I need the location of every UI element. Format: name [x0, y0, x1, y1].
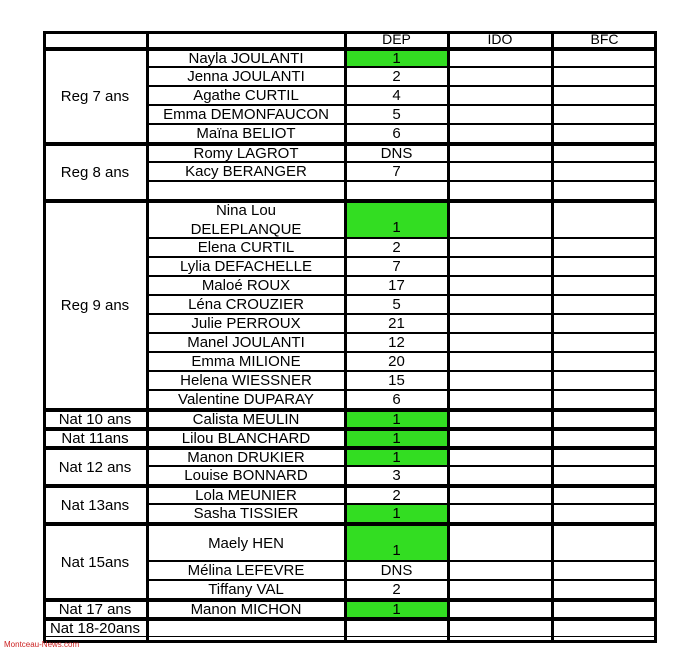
dep-result: 15 [345, 371, 448, 390]
bfc-result [552, 181, 657, 200]
ido-result [448, 86, 552, 105]
category-label: Reg 8 ans [43, 143, 147, 200]
dep-result: 5 [345, 105, 448, 124]
athlete-name: Julie PERROUX [147, 314, 345, 333]
bfc-result [552, 485, 657, 504]
ido-result [448, 105, 552, 124]
athlete-name: Emma DEMONFAUCON [147, 105, 345, 124]
athlete-name: Nina Lou DELEPLANQUE [147, 200, 345, 238]
dep-result [345, 618, 448, 637]
athlete-name: Manon DRUKIER [147, 447, 345, 466]
ido-result [448, 257, 552, 276]
athlete-name: Nayla JOULANTI [147, 48, 345, 67]
header-dep: DEP [345, 31, 448, 48]
bfc-result [552, 86, 657, 105]
bfc-result [552, 143, 657, 162]
athlete-name: Helena WIESSNER [147, 371, 345, 390]
athlete-name: Maïna BELIOT [147, 124, 345, 143]
dep-result: 7 [345, 257, 448, 276]
bfc-result [552, 333, 657, 352]
ido-result [448, 447, 552, 466]
dep-result: DNS [345, 143, 448, 162]
ido-result [448, 67, 552, 86]
dep-result: 1 [345, 504, 448, 523]
bfc-result [552, 257, 657, 276]
athlete-name: Kacy BERANGER [147, 162, 345, 181]
athlete-name: Maloé ROUX [147, 276, 345, 295]
ido-result [448, 314, 552, 333]
athlete-name [147, 618, 345, 637]
bfc-result [552, 238, 657, 257]
dep-result: 21 [345, 314, 448, 333]
ido-result [448, 466, 552, 485]
athlete-name: Lylia DEFACHELLE [147, 257, 345, 276]
ido-result [448, 48, 552, 67]
bfc-result [552, 105, 657, 124]
bfc-result [552, 390, 657, 409]
ido-result [448, 238, 552, 257]
dep-result: 4 [345, 86, 448, 105]
ido-result [448, 409, 552, 428]
ido-result [448, 523, 552, 561]
category-label: Nat 15ans [43, 523, 147, 599]
bfc-result [552, 200, 657, 238]
athlete-name: Emma MILIONE [147, 352, 345, 371]
bfc-result [552, 124, 657, 143]
ido-result [448, 618, 552, 637]
results-table [43, 31, 657, 643]
bfc-result [552, 428, 657, 447]
category-label: Reg 9 ans [43, 200, 147, 409]
ido-result [448, 333, 552, 352]
bfc-result [552, 352, 657, 371]
ido-result [448, 162, 552, 181]
athlete-name: Mélina LEFEVRE [147, 561, 345, 580]
ido-result [448, 599, 552, 618]
dep-result: 2 [345, 485, 448, 504]
athlete-name: Elena CURTIL [147, 238, 345, 257]
dep-result: 1 [345, 523, 448, 561]
category-label: Nat 13ans [43, 485, 147, 523]
athlete-name: Tiffany VAL [147, 580, 345, 599]
header-ido: IDO [448, 31, 552, 48]
dep-result: 1 [345, 599, 448, 618]
bfc-result [552, 561, 657, 580]
dep-result: 6 [345, 390, 448, 409]
dep-result: 2 [345, 238, 448, 257]
athlete-name: Lola MEUNIER [147, 485, 345, 504]
dep-result: 1 [345, 200, 448, 238]
ido-result [448, 276, 552, 295]
category-label: Reg 7 ans [43, 48, 147, 143]
bfc-result [552, 580, 657, 599]
category-label: Nat 11ans [43, 428, 147, 447]
dep-result [345, 181, 448, 200]
ido-result [448, 124, 552, 143]
athlete-name: Calista MEULIN [147, 409, 345, 428]
athlete-name: Sasha TISSIER [147, 504, 345, 523]
bfc-result [552, 162, 657, 181]
bfc-result [552, 48, 657, 67]
ido-result [448, 485, 552, 504]
bfc-result [552, 504, 657, 523]
ido-result [448, 200, 552, 238]
category-label: Nat 12 ans [43, 447, 147, 485]
athlete-name: Maely HEN [147, 523, 345, 561]
athlete-name: Valentine DUPARAY [147, 390, 345, 409]
ido-result [448, 143, 552, 162]
bfc-result [552, 276, 657, 295]
bfc-result [552, 447, 657, 466]
ido-result [448, 371, 552, 390]
dep-result: 6 [345, 124, 448, 143]
bfc-result [552, 409, 657, 428]
athlete-name: Louise BONNARD [147, 466, 345, 485]
watermark-text: Montceau-News.com [4, 640, 80, 649]
dep-result: 20 [345, 352, 448, 371]
bfc-result [552, 371, 657, 390]
athlete-name: Manon MICHON [147, 599, 345, 618]
category-label: Nat 18-20ans [43, 618, 147, 637]
bfc-result [552, 523, 657, 561]
dep-result: 5 [345, 295, 448, 314]
dep-result: 1 [345, 48, 448, 67]
ido-result [448, 561, 552, 580]
category-label: Nat 10 ans [43, 409, 147, 428]
dep-result: 7 [345, 162, 448, 181]
athlete-name [147, 181, 345, 200]
ido-result [448, 504, 552, 523]
athlete-name: Manel JOULANTI [147, 333, 345, 352]
header-category-cell [43, 31, 147, 48]
athlete-name: Agathe CURTIL [147, 86, 345, 105]
athlete-name: Lilou BLANCHARD [147, 428, 345, 447]
ido-result [448, 295, 552, 314]
bfc-result [552, 466, 657, 485]
bfc-result [552, 67, 657, 86]
bfc-result [552, 618, 657, 637]
dep-result: 1 [345, 447, 448, 466]
dep-result: 3 [345, 466, 448, 485]
header-bfc: BFC [552, 31, 657, 48]
ido-result [448, 580, 552, 599]
dep-result: 12 [345, 333, 448, 352]
dep-result: DNS [345, 561, 448, 580]
bfc-result [552, 314, 657, 333]
dep-result: 17 [345, 276, 448, 295]
athlete-name: Jenna JOULANTI [147, 67, 345, 86]
bfc-result [552, 599, 657, 618]
bfc-result [552, 295, 657, 314]
dep-result: 1 [345, 409, 448, 428]
dep-result: 2 [345, 580, 448, 599]
athlete-name: Romy LAGROT [147, 143, 345, 162]
ido-result [448, 181, 552, 200]
athlete-name: Léna CROUZIER [147, 295, 345, 314]
ido-result [448, 352, 552, 371]
ido-result [448, 428, 552, 447]
ido-result [448, 390, 552, 409]
dep-result: 1 [345, 428, 448, 447]
header-name-cell [147, 31, 345, 48]
category-label: Nat 17 ans [43, 599, 147, 618]
dep-result: 2 [345, 67, 448, 86]
